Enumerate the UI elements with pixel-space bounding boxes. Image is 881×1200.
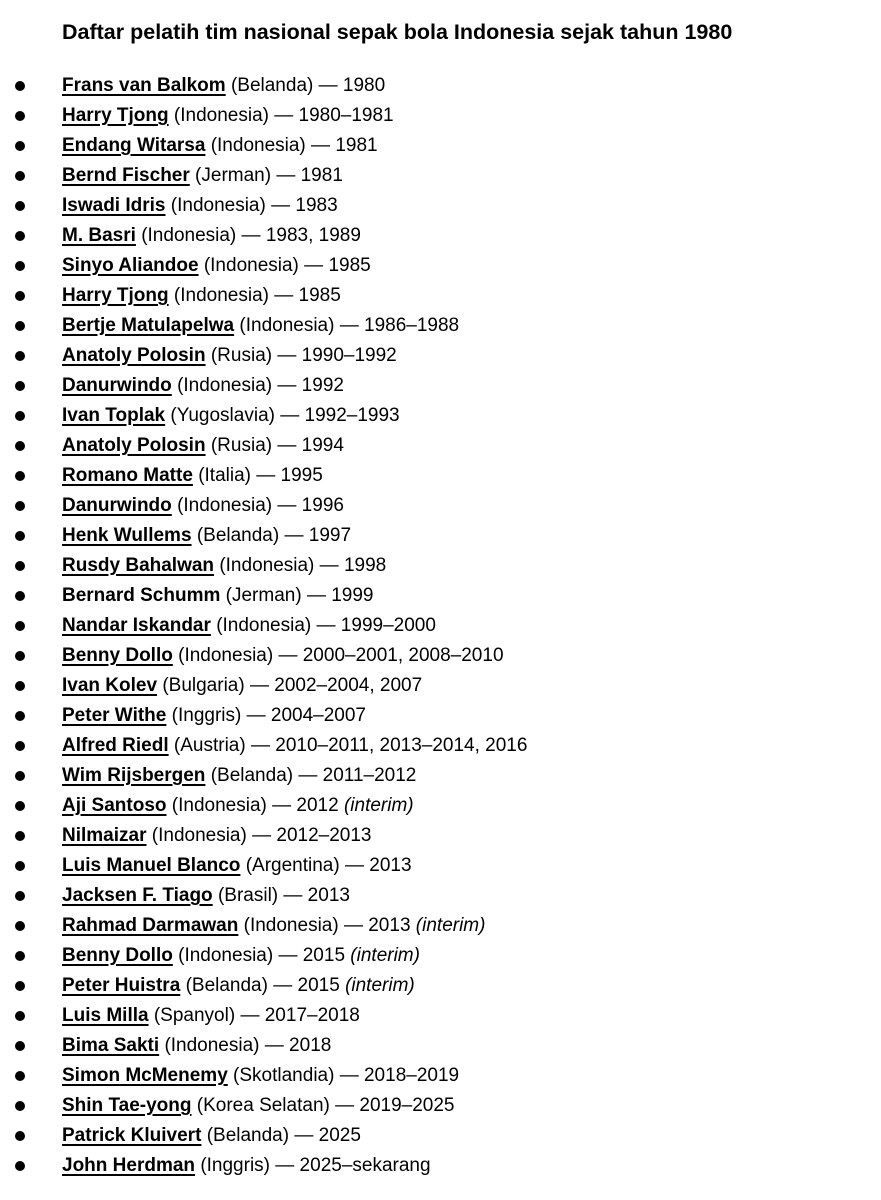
coach-list-item bbox=[0, 401, 527, 431]
coach-list-item bbox=[0, 131, 527, 161]
coach-years: — 1981 bbox=[305, 135, 378, 156]
coach-country: (Jerman) bbox=[195, 165, 272, 186]
coach-years: — 2015 bbox=[267, 975, 346, 996]
coach-country: (Indonesia) bbox=[171, 795, 267, 816]
coach-years: — 2010–2011, 2013–2014, 2016 bbox=[245, 735, 528, 756]
coach-years: — 2025 bbox=[289, 1125, 361, 1146]
coach-list-item bbox=[0, 101, 527, 131]
coach-country: (Jerman) bbox=[225, 585, 302, 606]
coach-years: — 2013 bbox=[338, 915, 416, 936]
coach-years: — 2012–2013 bbox=[246, 825, 372, 846]
coach-name-link[interactable]: Nandar Iskandar bbox=[62, 615, 211, 636]
bullet-icon bbox=[15, 891, 25, 901]
coach-years: — 2011–2012 bbox=[293, 765, 417, 786]
coach-country: (Indonesia) bbox=[173, 285, 269, 306]
coach-years: — 2013 bbox=[339, 855, 412, 876]
coach-years: — 1985 bbox=[298, 255, 371, 276]
coach-country: (Italia) bbox=[198, 465, 251, 486]
coach-country: (Indonesia) bbox=[178, 645, 274, 666]
coach-name-link[interactable]: Shin Tae-yong bbox=[62, 1095, 192, 1116]
bullet-icon bbox=[15, 801, 25, 811]
coach-years: — 2018 bbox=[259, 1035, 332, 1056]
bullet-icon bbox=[15, 921, 25, 931]
coach-list-item bbox=[0, 71, 527, 101]
bullet-icon bbox=[15, 711, 25, 721]
bullet-icon bbox=[15, 621, 25, 631]
coach-country: (Belanda) bbox=[210, 765, 294, 786]
coach-list-item bbox=[0, 941, 527, 971]
coach-name-link[interactable]: Jacksen F. Tiago bbox=[62, 885, 213, 906]
coach-country: (Austria) bbox=[173, 735, 246, 756]
coach-name-link[interactable]: Danurwindo bbox=[62, 495, 172, 516]
coach-years: — 1980–1981 bbox=[268, 105, 394, 126]
coach-country: (Indonesia) bbox=[173, 105, 269, 126]
coach-name-link[interactable]: Bima Sakti bbox=[62, 1035, 160, 1056]
coach-name-link[interactable]: M. Basri bbox=[62, 225, 136, 246]
coach-name-link[interactable]: Aji Santoso bbox=[62, 795, 167, 816]
bullet-icon bbox=[15, 1131, 25, 1141]
coach-name-link[interactable]: Anatoly Polosin bbox=[62, 435, 206, 456]
coach-name-link[interactable]: Ivan Toplak bbox=[62, 405, 166, 426]
coach-list-item bbox=[0, 1121, 527, 1151]
bullet-icon bbox=[15, 861, 25, 871]
coach-country: (Rusia) bbox=[210, 435, 273, 456]
coach-note: (interim) bbox=[415, 915, 486, 936]
coach-years: — 2019–2025 bbox=[329, 1095, 455, 1116]
bullet-icon bbox=[15, 471, 25, 481]
page-title: Daftar pelatih tim nasional sepak bola Indonesia sejak tahun 1980 bbox=[62, 20, 733, 44]
coach-list-item bbox=[0, 611, 527, 641]
coach-list-item bbox=[0, 341, 527, 371]
coach-country: (Belanda) bbox=[230, 75, 314, 96]
coach-years: — 2013 bbox=[278, 885, 350, 906]
bullet-icon bbox=[15, 651, 25, 661]
bullet-icon bbox=[15, 351, 25, 361]
coach-name-link[interactable]: Luis Milla bbox=[62, 1005, 149, 1026]
coach-years: — 1992 bbox=[272, 375, 344, 396]
coach-years: — 1996 bbox=[272, 495, 344, 516]
coach-list-item bbox=[0, 791, 527, 821]
coach-country: (Indonesia) bbox=[164, 1035, 260, 1056]
bullet-icon bbox=[15, 591, 25, 601]
bullet-icon bbox=[15, 171, 25, 181]
bullet-icon bbox=[15, 291, 25, 301]
bullet-icon bbox=[15, 81, 25, 91]
coach-years: — 2015 bbox=[273, 945, 351, 966]
coach-name-link[interactable]: Danurwindo bbox=[62, 375, 172, 396]
coach-name-link[interactable]: Wim Rijsbergen bbox=[62, 765, 206, 786]
bullet-icon bbox=[15, 231, 25, 241]
coach-years: — 2017–2018 bbox=[235, 1005, 360, 1026]
coach-list-item bbox=[0, 671, 527, 701]
coach-years: — 1998 bbox=[314, 555, 387, 576]
coach-list-item bbox=[0, 1001, 527, 1031]
coach-note: (interim) bbox=[350, 945, 420, 966]
coach-country: (Belanda) bbox=[185, 975, 268, 996]
coach-name-link[interactable]: Luis Manuel Blanco bbox=[62, 855, 241, 876]
coach-years: — 1980 bbox=[313, 75, 386, 96]
bullet-icon bbox=[15, 681, 25, 691]
coach-country: (Indonesia) bbox=[216, 615, 312, 636]
coach-country: (Belanda) bbox=[206, 1125, 290, 1146]
coach-list-item bbox=[0, 191, 527, 221]
coach-list-item bbox=[0, 581, 527, 611]
bullet-icon bbox=[15, 561, 25, 571]
coach-country: (Indonesia) bbox=[243, 915, 339, 936]
coach-years: — 1992–1993 bbox=[274, 405, 400, 426]
coach-name-link[interactable]: John Herdman bbox=[62, 1155, 196, 1176]
coach-name-link[interactable]: Endang Witarsa bbox=[62, 135, 206, 156]
coach-years: — 1981 bbox=[271, 165, 343, 186]
coach-name-link[interactable]: Nilmaizar bbox=[62, 825, 147, 846]
coach-name-link[interactable]: Harry Tjong bbox=[62, 285, 169, 306]
bullet-icon bbox=[15, 1101, 25, 1111]
coach-list-item bbox=[0, 761, 527, 791]
coach-country: (Korea Selatan) bbox=[196, 1095, 330, 1116]
coach-years: — 1994 bbox=[272, 435, 344, 456]
coach-country: (Inggris) bbox=[171, 705, 242, 726]
coach-country: (Yugoslavia) bbox=[170, 405, 275, 426]
coach-years: — 1990–1992 bbox=[272, 345, 397, 366]
coach-name-link[interactable]: Alfred Riedl bbox=[62, 735, 169, 756]
coach-note: (interim) bbox=[343, 795, 414, 816]
coach-name-link[interactable]: Frans van Balkom bbox=[62, 75, 226, 96]
coach-list-item bbox=[0, 881, 527, 911]
coach-name-link[interactable]: Patrick Kluivert bbox=[62, 1125, 202, 1146]
coach-list-item bbox=[0, 701, 527, 731]
coach-country: (Indonesia) bbox=[151, 825, 247, 846]
bullet-icon bbox=[15, 501, 25, 511]
bullet-icon bbox=[15, 1011, 25, 1021]
coach-name-link[interactable]: Sinyo Aliandoe bbox=[62, 255, 199, 276]
coach-list-item bbox=[0, 1061, 527, 1091]
coach-list-item bbox=[0, 371, 527, 401]
coach-list-item bbox=[0, 821, 527, 851]
coach-name-link[interactable]: Simon McMenemy bbox=[62, 1065, 228, 1086]
coach-years: — 2012 bbox=[266, 795, 344, 816]
coach-list-item bbox=[0, 311, 527, 341]
coach-list-item bbox=[0, 1091, 527, 1121]
bullet-icon bbox=[15, 771, 25, 781]
coach-country: (Spanyol) bbox=[153, 1005, 236, 1026]
coach-country: (Indonesia) bbox=[141, 225, 237, 246]
coach-name-link[interactable]: Anatoly Polosin bbox=[62, 345, 206, 366]
coach-list-item bbox=[0, 851, 527, 881]
coach-note: (interim) bbox=[345, 975, 415, 996]
bullet-icon bbox=[15, 741, 25, 751]
coach-name-link[interactable]: Peter Withe bbox=[62, 705, 167, 726]
bullet-icon bbox=[15, 261, 25, 271]
coach-list-item bbox=[0, 1031, 527, 1061]
bullet-icon bbox=[15, 141, 25, 151]
bullet-icon bbox=[15, 951, 25, 961]
coach-name-link[interactable]: Rahmad Darmawan bbox=[62, 915, 239, 936]
coach-list-item bbox=[0, 221, 527, 251]
coach-country: (Indonesia) bbox=[177, 375, 273, 396]
coach-name-link[interactable]: Bernd Fischer bbox=[62, 165, 190, 186]
coach-list-item bbox=[0, 431, 527, 461]
coach-name-link[interactable]: Bertje Matulapelwa bbox=[62, 315, 235, 336]
coach-name-link[interactable]: Henk Wullems bbox=[62, 525, 192, 546]
coach-list-item bbox=[0, 641, 527, 671]
coach-country: (Indonesia) bbox=[170, 195, 266, 216]
coach-name-link[interactable]: Benny Dollo bbox=[62, 645, 173, 666]
coach-name-link[interactable]: Iswadi Idris bbox=[62, 195, 166, 216]
bullet-icon bbox=[15, 1161, 25, 1171]
coach-list-item bbox=[0, 971, 527, 1001]
coach-country: (Bulgaria) bbox=[162, 675, 245, 696]
coach-years: — 2004–2007 bbox=[241, 705, 366, 726]
coach-list-item bbox=[0, 161, 527, 191]
coach-country: (Indonesia) bbox=[219, 555, 315, 576]
coach-years: — 2000–2001, 2008–2010 bbox=[273, 645, 504, 666]
coach-country: (Indonesia) bbox=[203, 255, 299, 276]
coach-country: (Skotlandia) bbox=[233, 1065, 335, 1086]
coach-list-item bbox=[0, 491, 527, 521]
coach-name-link[interactable]: Romano Matte bbox=[62, 465, 193, 486]
coach-years: — 2018–2019 bbox=[334, 1065, 460, 1086]
bullet-icon bbox=[15, 201, 25, 211]
coach-country: (Rusia) bbox=[210, 345, 273, 366]
coach-country: (Belanda) bbox=[196, 525, 280, 546]
coach-name-link[interactable]: Peter Huistra bbox=[62, 975, 181, 996]
bullet-icon bbox=[15, 111, 25, 121]
bullet-icon bbox=[15, 441, 25, 451]
coach-years: — 1997 bbox=[279, 525, 352, 546]
coach-country: (Argentina) bbox=[245, 855, 340, 876]
coach-name-link[interactable]: Harry Tjong bbox=[62, 105, 169, 126]
coach-country: (Indonesia) bbox=[210, 135, 306, 156]
coach-name: Bernard Schumm bbox=[62, 585, 221, 606]
coach-years: — 1983, 1989 bbox=[236, 225, 361, 246]
coach-list-item bbox=[0, 911, 527, 941]
bullet-icon bbox=[15, 1071, 25, 1081]
bullet-icon bbox=[15, 1041, 25, 1051]
coach-years: — 1999–2000 bbox=[311, 615, 436, 636]
coach-name-link[interactable]: Ivan Kolev bbox=[62, 675, 158, 696]
coach-years: — 1986–1988 bbox=[334, 315, 460, 336]
bullet-icon bbox=[15, 531, 25, 541]
coach-years: — 1985 bbox=[268, 285, 341, 306]
coach-list-item bbox=[0, 731, 527, 761]
bullet-icon bbox=[15, 321, 25, 331]
bullet-icon bbox=[15, 981, 25, 991]
coach-name-link[interactable]: Rusdy Bahalwan bbox=[62, 555, 215, 576]
coach-name-link[interactable]: Benny Dollo bbox=[62, 945, 173, 966]
coach-list-item bbox=[0, 551, 527, 581]
coach-list-item bbox=[0, 251, 527, 281]
coach-list bbox=[0, 71, 527, 1181]
coach-years: — 1999 bbox=[301, 585, 374, 606]
coach-country: (Inggris) bbox=[200, 1155, 270, 1176]
coach-list-item bbox=[0, 521, 527, 551]
coach-years: — 2002–2004, 2007 bbox=[244, 675, 423, 696]
coach-years: — 1995 bbox=[250, 465, 323, 486]
coach-list-item bbox=[0, 281, 527, 311]
bullet-icon bbox=[15, 831, 25, 841]
coach-years: — 2025–sekarang bbox=[270, 1155, 431, 1176]
coach-country: (Brasil) bbox=[217, 885, 279, 906]
coach-country: (Indonesia) bbox=[178, 945, 274, 966]
coach-list-item bbox=[0, 1151, 527, 1181]
coach-country: (Indonesia) bbox=[177, 495, 273, 516]
coach-list-item bbox=[0, 461, 527, 491]
coach-years: — 1983 bbox=[265, 195, 338, 216]
bullet-icon bbox=[15, 381, 25, 391]
bullet-icon bbox=[15, 411, 25, 421]
coach-country: (Indonesia) bbox=[239, 315, 335, 336]
